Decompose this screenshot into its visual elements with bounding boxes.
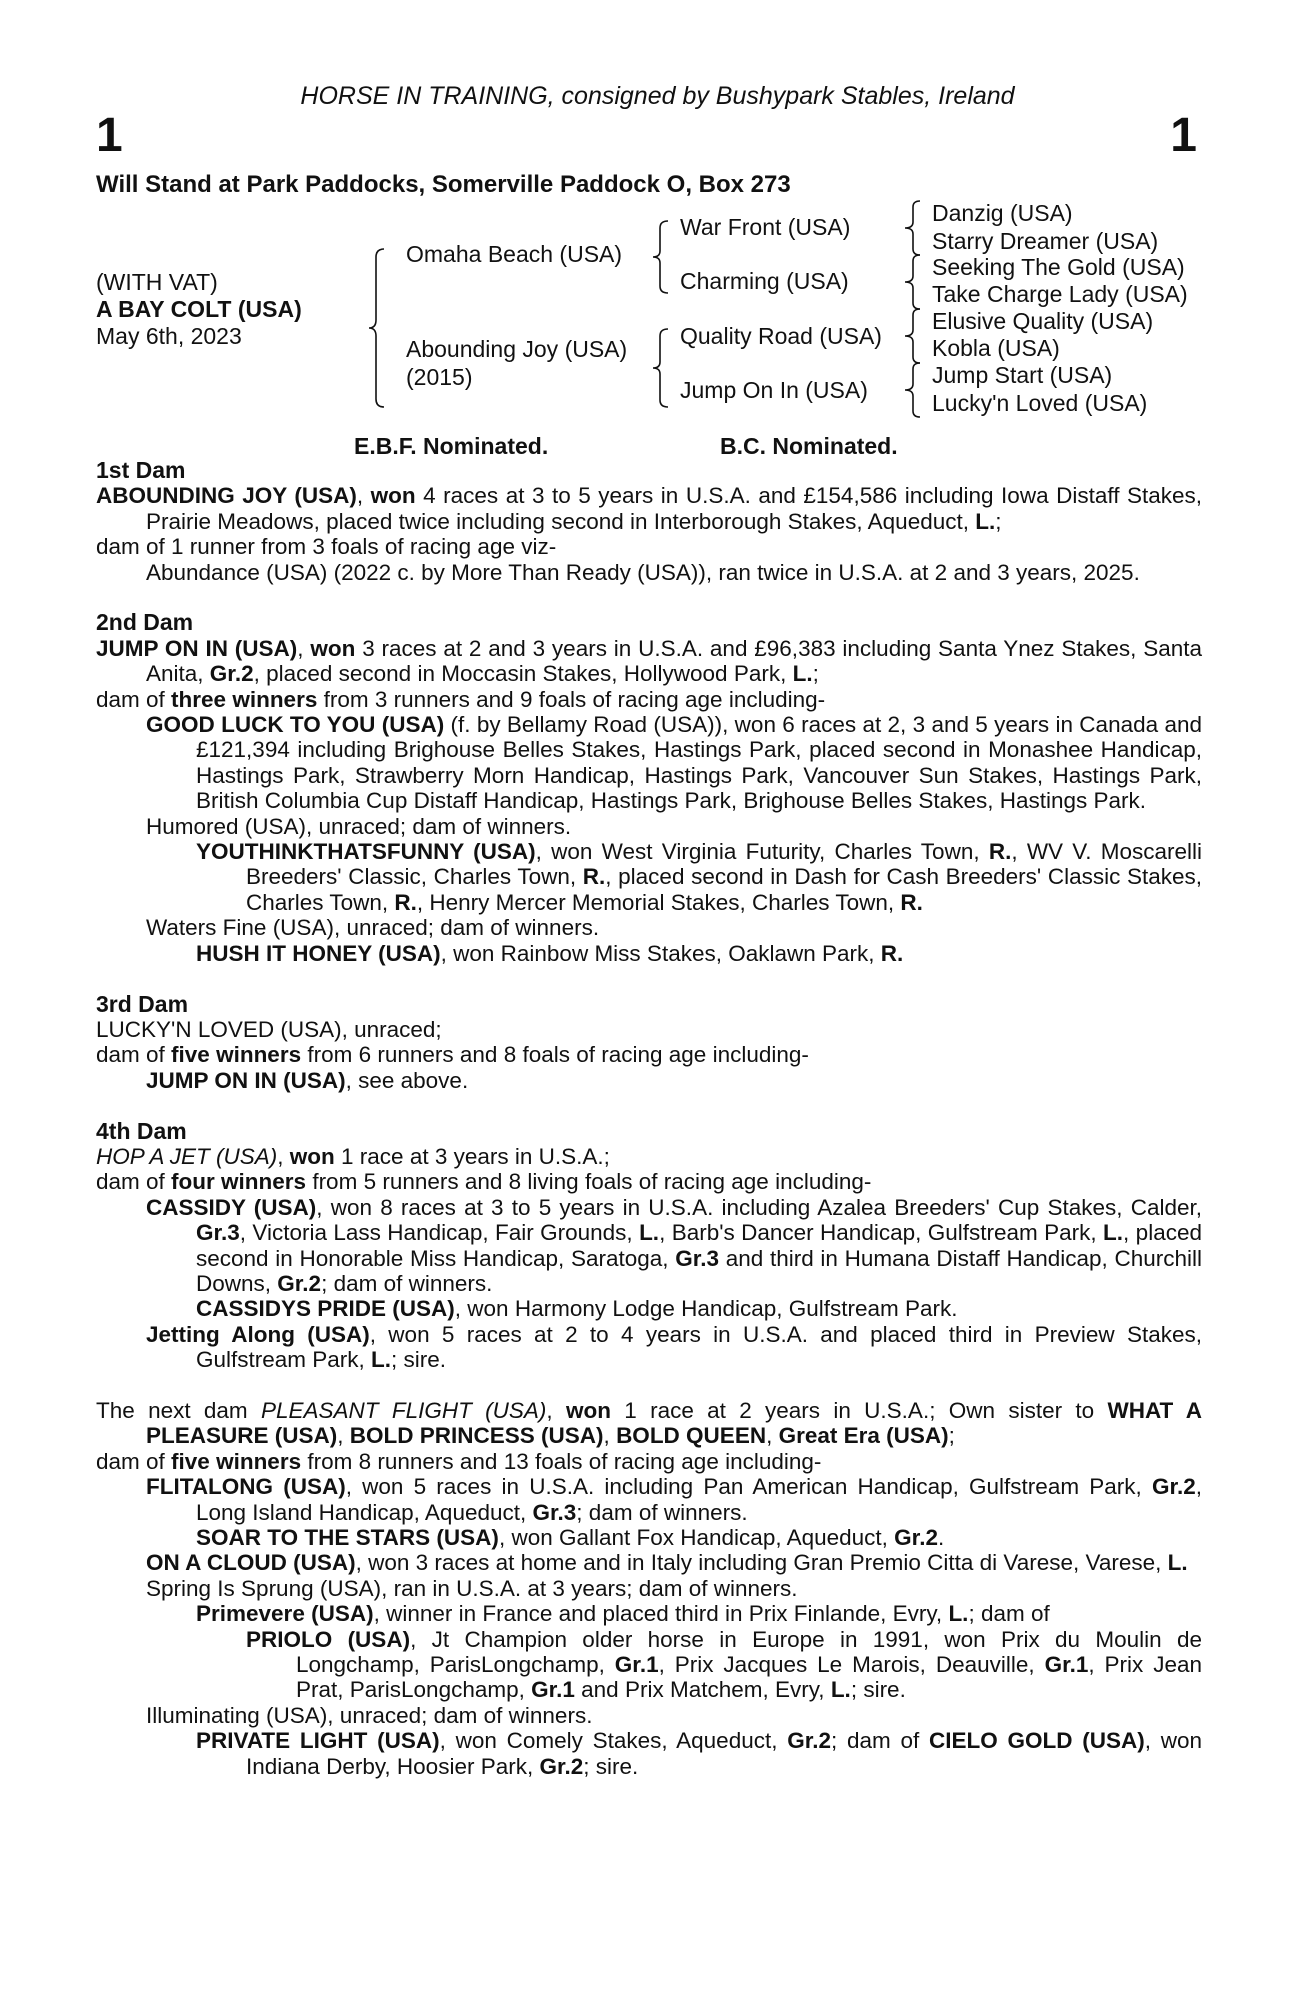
emphasis-text: GOOD LUCK TO YOU (USA) — [146, 712, 445, 738]
emphasis-text: BOLD QUEEN — [616, 1423, 767, 1449]
pedigree-dam: Abounding Joy (USA) — [406, 336, 628, 362]
pedigree-g4-6: Kobla (USA) — [932, 335, 1060, 361]
record-paragraph — [96, 814, 1202, 839]
record-text: dam of — [96, 1042, 172, 1068]
emphasis-text: won — [370, 483, 416, 509]
emphasis-text: JUMP ON IN (USA) — [96, 635, 298, 661]
pedigree-brace-subject — [368, 248, 388, 408]
record-paragraph — [96, 1322, 1202, 1373]
emphasis-text: L. — [975, 508, 996, 534]
emphasis-text: five winners — [171, 1042, 302, 1068]
pedigree-dam-year: (2015) — [406, 364, 473, 390]
record-text: The next dam — [96, 1397, 261, 1423]
record-text: , — [337, 1423, 350, 1449]
record-text: ; sire. — [391, 1347, 447, 1373]
record-paragraph — [96, 1525, 1202, 1550]
record-text: , won Indiana Derby, Hoosier Park, — [246, 1728, 1202, 1779]
record-paragraph — [96, 1627, 1202, 1703]
record-paragraph — [96, 1042, 1202, 1067]
record-text: 4 races at 3 to 5 years in U.S.A. and £154,586 including Iowa Distaff Stakes, Prairie Meadows, placed twice including second in Interborough Stakes, Aqueduct, — [146, 483, 1202, 534]
record-paragraph — [96, 712, 1202, 814]
pedigree-g4-7: Jump Start (USA) — [932, 362, 1113, 388]
emphasis-text: YOUTHINKTHATSFUNNY (USA) — [196, 839, 536, 865]
emphasis-text: Gr.2 — [209, 661, 254, 687]
record-text: , Prix Jacques Le Marois, Deauville, — [658, 1652, 1045, 1678]
emphasis-text: R. — [900, 889, 923, 915]
bc-nomination: B.C. Nominated. — [720, 433, 898, 459]
record-paragraph — [96, 1195, 1202, 1297]
pedigree-dam-sire: Quality Road (USA) — [680, 323, 882, 349]
produce-record — [96, 458, 1202, 1779]
record-text: , — [277, 1143, 290, 1169]
record-paragraph — [96, 1017, 1202, 1042]
emphasis-text: PRIVATE LIGHT (USA) — [196, 1728, 440, 1754]
record-text: 3 races at 2 and 3 years in U.S.A. and £96,383 including Santa Ynez Stakes, Santa Anita, — [146, 635, 1202, 687]
emphasis-text: Gr.3 — [196, 1220, 240, 1246]
emphasis-text: JUMP ON IN (USA) — [146, 1067, 346, 1093]
pedigree-brace-g3-2 — [904, 254, 924, 310]
section-spacer — [96, 1373, 1202, 1398]
emphasis-text: WHAT A PLEASURE (USA) — [146, 1397, 1202, 1449]
record-text: , won Rainbow Miss Stakes, Oaklawn Park, — [440, 940, 881, 966]
emphasis-text: R. — [880, 940, 904, 966]
ebf-nomination: E.B.F. Nominated. — [354, 433, 549, 459]
record-text: , Long Island Handicap, Aqueduct, — [196, 1474, 1202, 1525]
lot-number-right: 1 — [1170, 109, 1197, 162]
pedigree-brace-dam — [652, 328, 672, 408]
foaling-date: May 6th, 2023 — [96, 323, 242, 349]
emphasis-text: L. — [1167, 1550, 1188, 1576]
emphasis-text: three winners — [171, 686, 318, 712]
record-text: , — [766, 1423, 779, 1449]
record-text: , Henry Mercer Memorial Stakes, Charles Town, — [416, 889, 901, 915]
record-text: Illuminating (USA), unraced; dam of winners. — [146, 1702, 593, 1728]
emphasis-text: R. — [582, 864, 606, 890]
record-text: ; dam of — [831, 1728, 929, 1754]
record-paragraph — [96, 1068, 1202, 1093]
record-text: , — [356, 483, 371, 509]
record-text: ; sire. — [850, 1677, 906, 1703]
record-paragraph — [96, 915, 1202, 940]
record-text: , won 5 races at 2 to 4 years in U.S.A. and placed third in Preview Stakes, Gulfstream Park, — [196, 1321, 1202, 1373]
stabling-location: Will Stand at Park Paddocks, Somerville Paddock O, Box 273 — [96, 171, 791, 198]
record-paragraph — [96, 483, 1202, 534]
record-text: , placed second in Dash for Cash Breeders' Classic Stakes, Charles Town, — [246, 864, 1203, 915]
pedigree-brace-g3-1 — [904, 200, 924, 256]
emphasis-text: Gr.2 — [1151, 1474, 1196, 1500]
record-paragraph — [96, 636, 1202, 687]
emphasis-text: Jetting Along (USA) — [146, 1321, 370, 1347]
record-text: , Jt Champion older horse in Europe in 1991, won Prix du Moulin de Longchamp, ParisLongchamp, — [296, 1626, 1202, 1678]
record-text: 1 race at 3 years in U.S.A.; — [334, 1143, 610, 1169]
record-text: dam of — [96, 1169, 172, 1195]
record-text: , winner in France and placed third in Prix Finlande, Evry, — [373, 1601, 949, 1627]
dam-heading: 3rd Dam — [96, 990, 189, 1017]
emphasis-text: HUSH IT HONEY (USA) — [196, 940, 441, 966]
emphasis-text: ABOUNDING JOY (USA) — [96, 483, 357, 509]
emphasis-text: R. — [394, 889, 417, 915]
record-text: , — [546, 1397, 566, 1423]
record-paragraph — [96, 687, 1202, 712]
record-text: , won 8 races at 3 to 5 years in U.S.A. including Azalea Breeders' Cup Stakes, Calder, — [316, 1194, 1203, 1220]
record-text: , won Gallant Fox Handicap, Aqueduct, — [498, 1525, 895, 1550]
record-text: from 3 runners and 9 foals of racing age including- — [317, 686, 826, 712]
emphasis-text: CASSIDY (USA) — [146, 1194, 317, 1220]
section-spacer — [96, 1093, 1202, 1118]
record-paragraph — [96, 839, 1202, 915]
record-paragraph — [96, 1576, 1202, 1601]
emphasis-text: Primevere (USA) — [196, 1601, 374, 1627]
record-text: Humored (USA), unraced; dam of winners. — [146, 813, 572, 839]
record-text: LUCKY'N LOVED (USA), unraced; — [96, 1016, 442, 1042]
record-paragraph — [96, 941, 1202, 966]
emphasis-text: Gr.3 — [532, 1499, 577, 1525]
record-text: dam of — [96, 686, 172, 712]
record-text: , Prix Jean Prat, ParisLongchamp, — [296, 1652, 1202, 1703]
record-text: , won 5 races in U.S.A. including Pan American Handicap, Gulfstream Park, — [345, 1474, 1152, 1500]
record-paragraph — [96, 1728, 1202, 1779]
emphasis-text: four winners — [171, 1169, 307, 1195]
emphasis-text: Gr.2 — [787, 1728, 831, 1754]
emphasis-text: Gr.1 — [614, 1652, 659, 1678]
dam-heading: 4th Dam — [96, 1117, 187, 1144]
record-text: , — [603, 1423, 617, 1449]
record-paragraph — [96, 560, 1202, 585]
emphasis-text: five winners — [171, 1448, 302, 1474]
emphasis-text: Great Era (USA) — [778, 1423, 949, 1449]
record-paragraph — [96, 1474, 1202, 1525]
record-paragraph — [96, 1398, 1202, 1449]
record-text: , — [297, 635, 311, 661]
pedigree-dam-dam: Jump On In (USA) — [680, 377, 868, 403]
emphasis-text: Gr.2 — [539, 1753, 584, 1779]
pedigree-g4-3: Seeking The Gold (USA) — [932, 254, 1185, 280]
emphasis-text: L. — [639, 1220, 660, 1246]
emphasis-text: R. — [988, 839, 1012, 865]
record-text: . — [937, 1525, 945, 1550]
pedigree-g4-2: Starry Dreamer (USA) — [932, 228, 1159, 254]
emphasis-text: won — [565, 1397, 611, 1423]
record-paragraph — [96, 1601, 1202, 1626]
emphasis-text: L. — [830, 1677, 851, 1703]
pedigree-g4-4: Take Charge Lady (USA) — [932, 281, 1188, 307]
record-text: (f. by Bellamy Road (USA)), won 6 races at 2, 3 and 5 years in Canada and £121,394 including Brighouse Belles Stakes, Hastings Park, placed second in Monashee Handicap, Hastings Park, Strawberry Morn Handicap, Hastings Park, Vancouver Sun Stakes, Hastings Park, British Columbia Cup Distaff Handicap, Hastings Park, Brighouse Belles Stakes, Hastings Park. — [196, 712, 1202, 814]
record-paragraph — [96, 1144, 1202, 1169]
record-text: from 5 runners and 8 living foals of racing age including- — [306, 1169, 872, 1195]
emphasis-text: L. — [792, 661, 813, 687]
record-paragraph — [96, 1169, 1202, 1194]
pedigree-sire-sire: War Front (USA) — [680, 214, 851, 240]
emphasis-text: PRIOLO (USA) — [246, 1626, 411, 1652]
emphasis-text: L. — [948, 1601, 969, 1627]
emphasis-text: CASSIDYS PRIDE (USA) — [196, 1296, 455, 1322]
record-text: 1 race at 2 years in U.S.A.; Own sister to — [610, 1397, 1108, 1423]
emphasis-text: ON A CLOUD (USA) — [146, 1550, 356, 1576]
record-text: dam of — [96, 1448, 172, 1474]
emphasis-text: FLITALONG (USA) — [146, 1474, 346, 1500]
pedigree-sire-dam: Charming (USA) — [680, 268, 849, 294]
record-text: , won Comely Stakes, Aqueduct, — [439, 1728, 788, 1754]
record-text: , won Harmony Lodge Handicap, Gulfstream Park. — [454, 1296, 958, 1322]
dam-heading: 2nd Dam — [96, 609, 194, 636]
pedigree-brace-g3-3 — [904, 308, 924, 364]
record-text: from 8 runners and 13 foals of racing age including- — [301, 1448, 822, 1474]
record-text: ; — [812, 661, 819, 687]
pedigree-g4-1: Danzig (USA) — [932, 200, 1073, 226]
vat-note: (WITH VAT) — [96, 269, 218, 295]
record-paragraph — [96, 1703, 1202, 1728]
italic-text: PLEASANT FLIGHT (USA) — [260, 1397, 547, 1423]
emphasis-text: Gr.2 — [894, 1525, 938, 1550]
record-text: ; — [995, 508, 1002, 534]
record-text: dam of 1 runner from 3 foals of racing age viz- — [96, 534, 557, 560]
record-paragraph — [96, 1449, 1202, 1474]
record-text: and third in Humana Distaff Handicap, Churchill Downs, — [196, 1245, 1202, 1296]
emphasis-text: won — [289, 1143, 335, 1169]
record-text: , won West Virginia Futurity, Charles Town, — [535, 839, 989, 865]
record-text: ; — [948, 1423, 955, 1449]
lot-title: A BAY COLT (USA) — [96, 296, 302, 322]
emphasis-text: Gr.1 — [1044, 1652, 1089, 1678]
section-spacer — [96, 585, 1202, 610]
record-text: Spring Is Sprung (USA), ran in U.S.A. at 3 years; dam of winners. — [146, 1575, 798, 1601]
emphasis-text: BOLD PRINCESS (USA) — [349, 1423, 604, 1449]
record-text: ; sire. — [583, 1753, 639, 1779]
emphasis-text: L. — [1103, 1220, 1124, 1246]
record-text: from 6 runners and 8 foals of racing age including- — [301, 1042, 809, 1068]
record-text: , see above. — [345, 1067, 469, 1093]
pedigree-g4-5: Elusive Quality (USA) — [932, 308, 1154, 334]
record-text: , Victoria Lass Handicap, Fair Grounds, — [239, 1220, 640, 1246]
record-paragraph — [96, 1550, 1202, 1575]
pedigree-g4-8: Lucky'n Loved (USA) — [932, 390, 1148, 416]
emphasis-text: Gr.3 — [675, 1245, 720, 1271]
record-text: ; dam of winners. — [576, 1499, 748, 1525]
pedigree-brace-g3-4 — [904, 362, 924, 418]
consignor-banner: HORSE IN TRAINING, consigned by Bushypark Stables, Ireland — [300, 82, 1015, 110]
emphasis-text: SOAR TO THE STARS (USA) — [196, 1525, 499, 1550]
record-text: , won 3 races at home and in Italy including Gran Premio Citta di Varese, Varese, — [355, 1550, 1168, 1576]
lot-number-left: 1 — [96, 109, 123, 162]
pedigree-sire: Omaha Beach (USA) — [406, 241, 623, 267]
record-text: ; dam of — [968, 1601, 1050, 1627]
italic-text: HOP A JET (USA) — [96, 1143, 278, 1169]
emphasis-text: CIELO GOLD (USA) — [929, 1728, 1145, 1754]
emphasis-text: L. — [371, 1347, 392, 1373]
record-paragraph — [96, 534, 1202, 559]
record-text: ; dam of winners. — [321, 1270, 493, 1296]
record-text: Waters Fine (USA), unraced; dam of winners. — [146, 915, 600, 941]
section-spacer — [96, 966, 1202, 991]
record-text: , placed second in Honorable Miss Handicap, Saratoga, — [196, 1220, 1202, 1271]
record-text: Abundance (USA) (2022 c. by More Than Ready (USA)), ran twice in U.S.A. at 2 and 3 years, 2025. — [146, 559, 1140, 585]
record-paragraph — [96, 1296, 1202, 1321]
pedigree-brace-sire — [652, 220, 672, 294]
emphasis-text: Gr.2 — [277, 1270, 322, 1296]
record-text: , Barb's Dancer Handicap, Gulfstream Park, — [659, 1220, 1104, 1246]
record-text: , placed second in Moccasin Stakes, Hollywood Park, — [253, 661, 793, 687]
record-text: , WV V. Moscarelli Breeders' Classic, Charles Town, — [246, 839, 1203, 890]
dam-heading: 1st Dam — [96, 457, 186, 483]
record-text: and Prix Matchem, Evry, — [574, 1677, 831, 1703]
emphasis-text: won — [310, 635, 356, 661]
emphasis-text: Gr.1 — [531, 1677, 575, 1703]
